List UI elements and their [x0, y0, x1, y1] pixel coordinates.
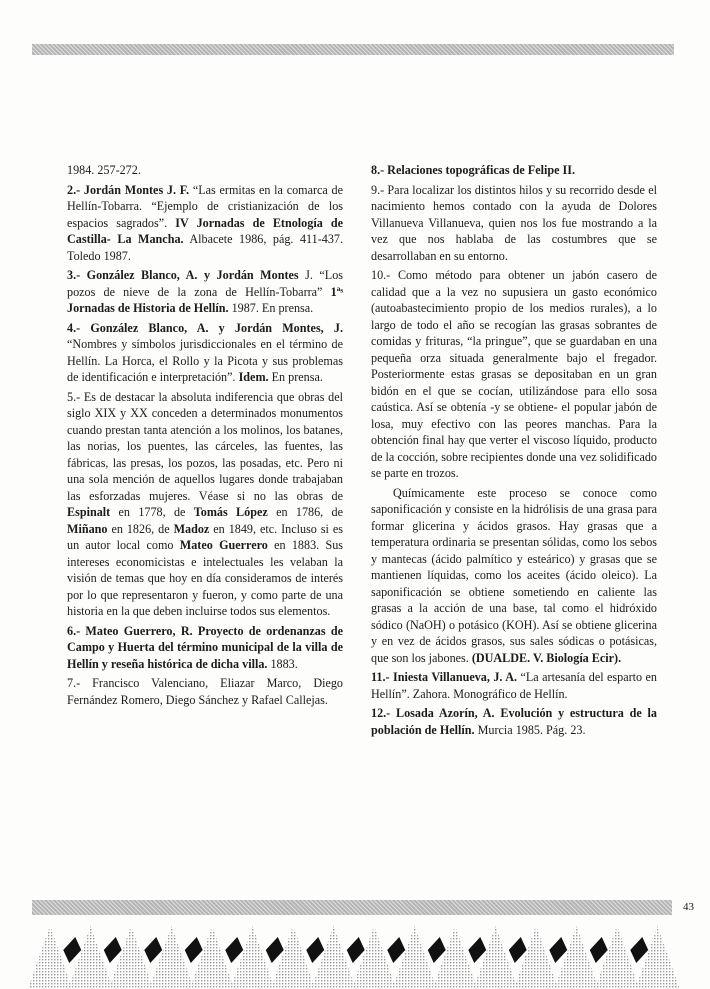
note-text: en 1849, etc. Incluso si es un autor local como	[67, 521, 344, 552]
dotted-triangle	[392, 926, 437, 989]
dotted-triangle	[473, 926, 518, 989]
note-bold-text: 4.- González Blanco, A. y Jordán Montes, J.	[67, 320, 343, 335]
note-paragraph	[371, 485, 657, 667]
black-diamond	[428, 937, 446, 963]
dotted-triangle	[311, 926, 356, 989]
note-bold-text: 12.- Losada Azorín, A. Evolución y estructura de la población de Hellín.	[371, 706, 657, 737]
black-diamond	[590, 937, 608, 963]
note-text: Químicamente este proceso se conoce como saponificación y consiste en la hidrólisis de una grasa para formar glicerina y ácidos grasos. Hay grasas que a temperatura ordinaria se presentan sólidas, como los sebos y mantecas (ácido palmítico y esteárico) y grasas que se mantienen líquidas, como los aceites (ácido oleico). La saponificación se obtiene sometiendo en caliente las grasas a la acción de una base, tal como el hidróxido sódico (NaOH) o potásico (KOH). Así se obtiene glicerina y en vez de ácidos grasos, sus sales sódicas o potásicas, que son los jabones.	[371, 485, 657, 665]
black-diamond	[549, 937, 567, 963]
black-diamond	[630, 937, 648, 963]
dotted-triangle	[635, 926, 680, 989]
note-bold-text: 11.- Iniesta Villanueva, J. A.	[371, 670, 518, 684]
note-bold-text: Mateo Guerrero	[179, 538, 268, 552]
note-text: en 1883. Sus intereses economicistas e intelectuales les velaban la visión de temas que hoy en día consideramos de interés por lo que representaron y fueron, y como parte de una historia en la que deben incluirse todos sus elementos.	[67, 538, 343, 618]
note-bold-text: 6.- Mateo Guerrero, R. Proyecto de ordenanzas de Campo y Huerta del término municipal de la villa de Hellín y reseña histórica de dicha villa.	[67, 623, 343, 671]
black-diamond	[387, 937, 405, 963]
note-bold-text: Espinalt	[67, 505, 111, 519]
black-diamond	[104, 937, 122, 963]
dotted-triangle	[433, 926, 478, 989]
note-paragraph	[67, 320, 343, 386]
black-diamond	[509, 937, 527, 963]
note-text: 5.- Es de destacar la absoluta indiferencia que obras del siglo XIX y XX conceden a determinados monumentos cuando prestan tanta atención a los molinos, los batanes, las norias, los puentes, las cárceles, las fuentes, las fábricas, las presas, los pozos, las posadas, etc. Pero ni una sola mención de aquellos lugares donde trabajaban las esforzadas mujeres. Véase si no las obras de	[67, 389, 343, 503]
note-paragraph	[371, 162, 657, 179]
note-text: 1883.	[267, 656, 298, 671]
note-bold-text: Madoz	[173, 521, 210, 536]
note-text: Murcia 1985. Pág. 23.	[474, 722, 586, 737]
black-diamond	[185, 937, 203, 963]
note-bold-text: 1ªˢ Jornadas de Historia de Hellín.	[67, 284, 343, 315]
note-text: en 1778, de	[110, 505, 194, 519]
dotted-triangle	[230, 926, 275, 989]
top-decorative-band	[32, 44, 674, 55]
dotted-triangle	[554, 926, 599, 989]
dotted-triangle	[190, 926, 235, 989]
dotted-triangle	[595, 926, 640, 989]
dotted-triangle	[68, 926, 113, 989]
black-diamond	[306, 937, 324, 963]
black-diamond	[266, 937, 284, 963]
dotted-triangle	[109, 926, 154, 989]
note-bold-text: IV Jornadas de Etnología de Castilla- La Mancha.	[67, 215, 343, 246]
diamond-border-ornament	[30, 920, 680, 989]
note-paragraph	[67, 623, 343, 673]
note-bold-text: 2.- Jordán Montes J. F.	[67, 182, 190, 197]
note-text: en 1826, de	[107, 521, 174, 536]
note-text: en 1786, de	[267, 505, 344, 519]
dotted-triangle	[352, 926, 397, 989]
note-bold-text: Miñano	[67, 521, 108, 536]
note-text: 10.- Como método para obtener un jabón casero de calidad que a la vez no supusiera un gasto económico (autoabastecimiento propio de los medios rurales), a lo largo de todo el año se recogían las grasas sobrantes de comidas y frituras, “la pringue”, que se guardaban en una pequeña orza situada generalmente bajo el fregador. Posteriormente estas grasas se depositaban en un gran bidón en el que se cocían, utilizándose para ello sosa caústica. Así se obtenía -y se obtiene- el popular jabón de losa, muy efectivo con las peores manchas. Para la obtención final hay que verter el viscoso líquido, producto de la cocción, sobre recipientes donde una vez solidificado se parte en trozos.	[371, 268, 657, 480]
note-text: “La artesanía del esparto en Hellín”. Zahora. Monográfico de Hellín.	[371, 670, 658, 701]
bottom-decorative-band	[32, 900, 672, 915]
note-bold-text: 3.- González Blanco, A. y Jordán Montes	[67, 268, 299, 282]
note-paragraph	[371, 182, 657, 265]
dotted-triangle	[30, 926, 72, 989]
note-paragraph	[67, 182, 343, 265]
page-number: 43	[683, 901, 694, 913]
note-bold-text: Tomás López	[193, 505, 268, 519]
notes-column-left	[67, 162, 343, 711]
note-paragraph	[371, 669, 657, 702]
dotted-triangle	[514, 926, 559, 989]
black-diamond	[225, 937, 243, 963]
note-bold-text: (DUALDE. V. Biología Ecir).	[471, 650, 622, 665]
note-paragraph	[67, 389, 343, 620]
note-text: Albacete 1986, pág. 411-437. Toledo 1987.	[67, 232, 343, 263]
black-diamond	[144, 937, 162, 963]
note-text: “Nombres y símbolos jurisdiccionales en el término de Hellín. La Horca, el Rollo y la Picota y sus problemas de identificación e interpretación”.	[67, 337, 343, 384]
dotted-triangle	[271, 926, 316, 989]
note-paragraph	[371, 267, 657, 482]
note-paragraph	[67, 675, 343, 708]
notes-column-right	[371, 162, 657, 741]
note-text: 9.- Para localizar los distintos hilos y su recorrido desde el nacimiento hemos contado con la ayuda de Dolores Villanueva Villanueva, quien nos los fue mostrando a la vez que nos hablaba de las costumbres que se desarrollaban en su entorno.	[371, 182, 657, 263]
black-diamond	[468, 937, 486, 963]
dotted-triangle	[149, 926, 194, 989]
black-diamond	[347, 937, 365, 963]
note-text: 7.- Francisco Valenciano, Eliazar Marco, Diego Fernández Romero, Diego Sánchez y Rafael Callejas.	[67, 676, 343, 707]
note-text: J. “Los pozos de nieve de la zona de Hellín-Tobarra”	[67, 268, 344, 299]
note-text: “Las ermitas en la comarca de Hellín-Tobarra. “Ejemplo de cristianización de los espacios sagrados”.	[67, 182, 344, 230]
note-paragraph	[371, 705, 657, 738]
note-text: 1987. En prensa.	[228, 301, 314, 315]
black-diamond	[63, 937, 81, 963]
note-paragraph	[67, 162, 343, 179]
note-text: 1984. 257-272.	[67, 163, 141, 177]
note-text: En prensa.	[268, 370, 323, 384]
note-bold-text: Idem.	[238, 370, 269, 384]
note-paragraph	[67, 267, 343, 317]
note-bold-text: 8.- Relaciones topográficas de Felipe II.	[371, 163, 576, 177]
